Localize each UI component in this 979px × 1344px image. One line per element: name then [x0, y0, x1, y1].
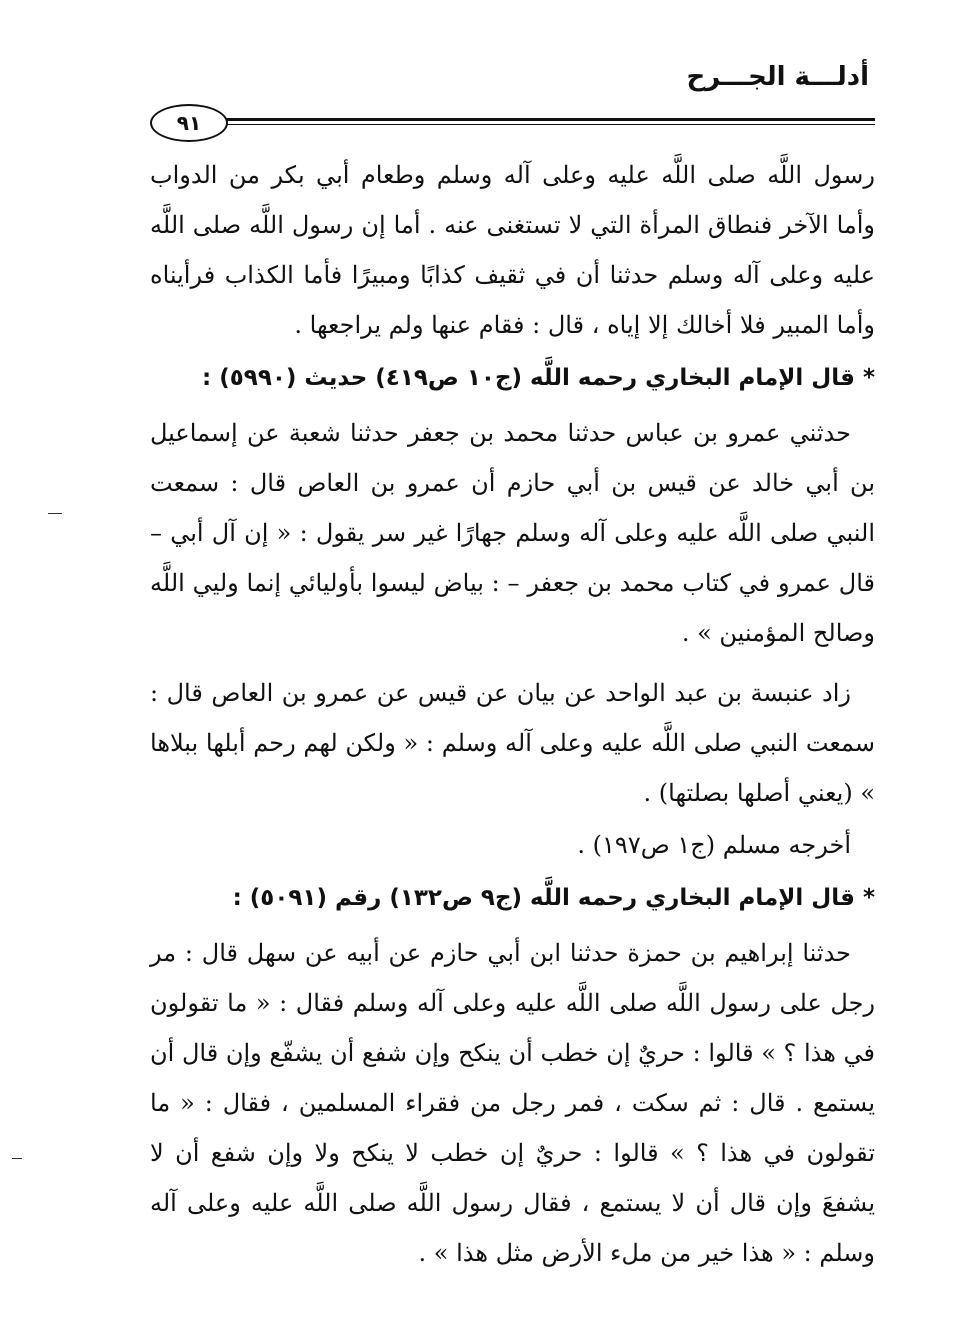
- page-number: [150, 104, 228, 142]
- running-title: أدلـــة الجـــرح: [686, 62, 869, 92]
- scan-mark: [12, 1158, 22, 1159]
- paragraph-3: زاد عنبسة بن عبد الواحد عن بيان عن قيس عن عمرو بن العاص قال : سمعت النبي صلى اللَّه عليه وعلى آله وسلم : « ولكن لهم رحم أبلها ببلاها » (يعني أصلها بصلتها) .: [150, 679, 875, 807]
- scan-mark: [48, 513, 62, 514]
- paragraph-4: أخرجه مسلم (ج١ ص١٩٧) .: [577, 831, 851, 859]
- header-rule-thin: [215, 124, 875, 125]
- paragraph-1: رسول اللَّه صلى اللَّه عليه وعلى آله وسلم وطعام أبي بكر من الدواب وأما الآخر فنطاق المرأة التي لا تستغنى عنه . أما إن رسول اللَّه صلى اللَّه عليه وعلى آله وسلم حدثنا أن في ثقيف كذابًا ومبيرًا فأما الكذاب فرأيناه وأما المبير فلا أخالك إلا إياه ، قال : فقام عنها ولم يراجعها .: [150, 161, 875, 339]
- header-rule: [215, 118, 875, 121]
- spacer: [150, 660, 875, 668]
- hadith-heading-2: * قال الإمام البخاري رحمه اللَّه (ج٩ ص١٣٢) رقم (٥٠٩١) :: [232, 885, 875, 911]
- hadith-heading-1: * قال الإمام البخاري رحمه اللَّه (ج١٠ ص٤١٩) حديث (٥٩٩٠) :: [202, 365, 875, 391]
- page-number-text: ٩١: [176, 111, 202, 135]
- paragraph-2: حدثني عمرو بن عباس حدثنا محمد بن جعفر حدثنا شعبة عن إسماعيل بن أبي خالد عن قيس بن أبي حازم أن عمرو بن العاص قال : سمعت النبي صلى اللَّه عليه وعلى آله وسلم جهارًا غير سر يقول : « إن آل أبي – قال عمرو في كتاب محمد بن جعفر – : بياض ليسوا بأوليائي إنما وليي اللَّه وصالح المؤمنين » .: [150, 419, 875, 647]
- page-body: [150, 150, 875, 1280]
- paragraph-5: حدثنا إبراهيم بن حمزة حدثنا ابن أبي حازم عن أبيه عن سهل قال : مر رجل على رسول اللَّه صلى اللَّه عليه وعلى آله وسلم فقال : « ما تقولون في هذا ؟ » قالوا : حريٌ إن خطب أن ينكح وإن شفع أن يشفّع وإن قال أن يستمع . قال : ثم سكت ، فمر رجل من فقراء المسلمين ، فقال : « ما تقولون في هذا ؟ » قالوا : حريٌ إن خطب لا ينكح ولا وإن شفع أن لا يشفعَ وإن قال أن لا يستمع ، فقال رسول اللَّه صلى اللَّه عليه وعلى آله وسلم : « هذا خير من ملء الأرض مثل هذا » .: [150, 939, 875, 1267]
